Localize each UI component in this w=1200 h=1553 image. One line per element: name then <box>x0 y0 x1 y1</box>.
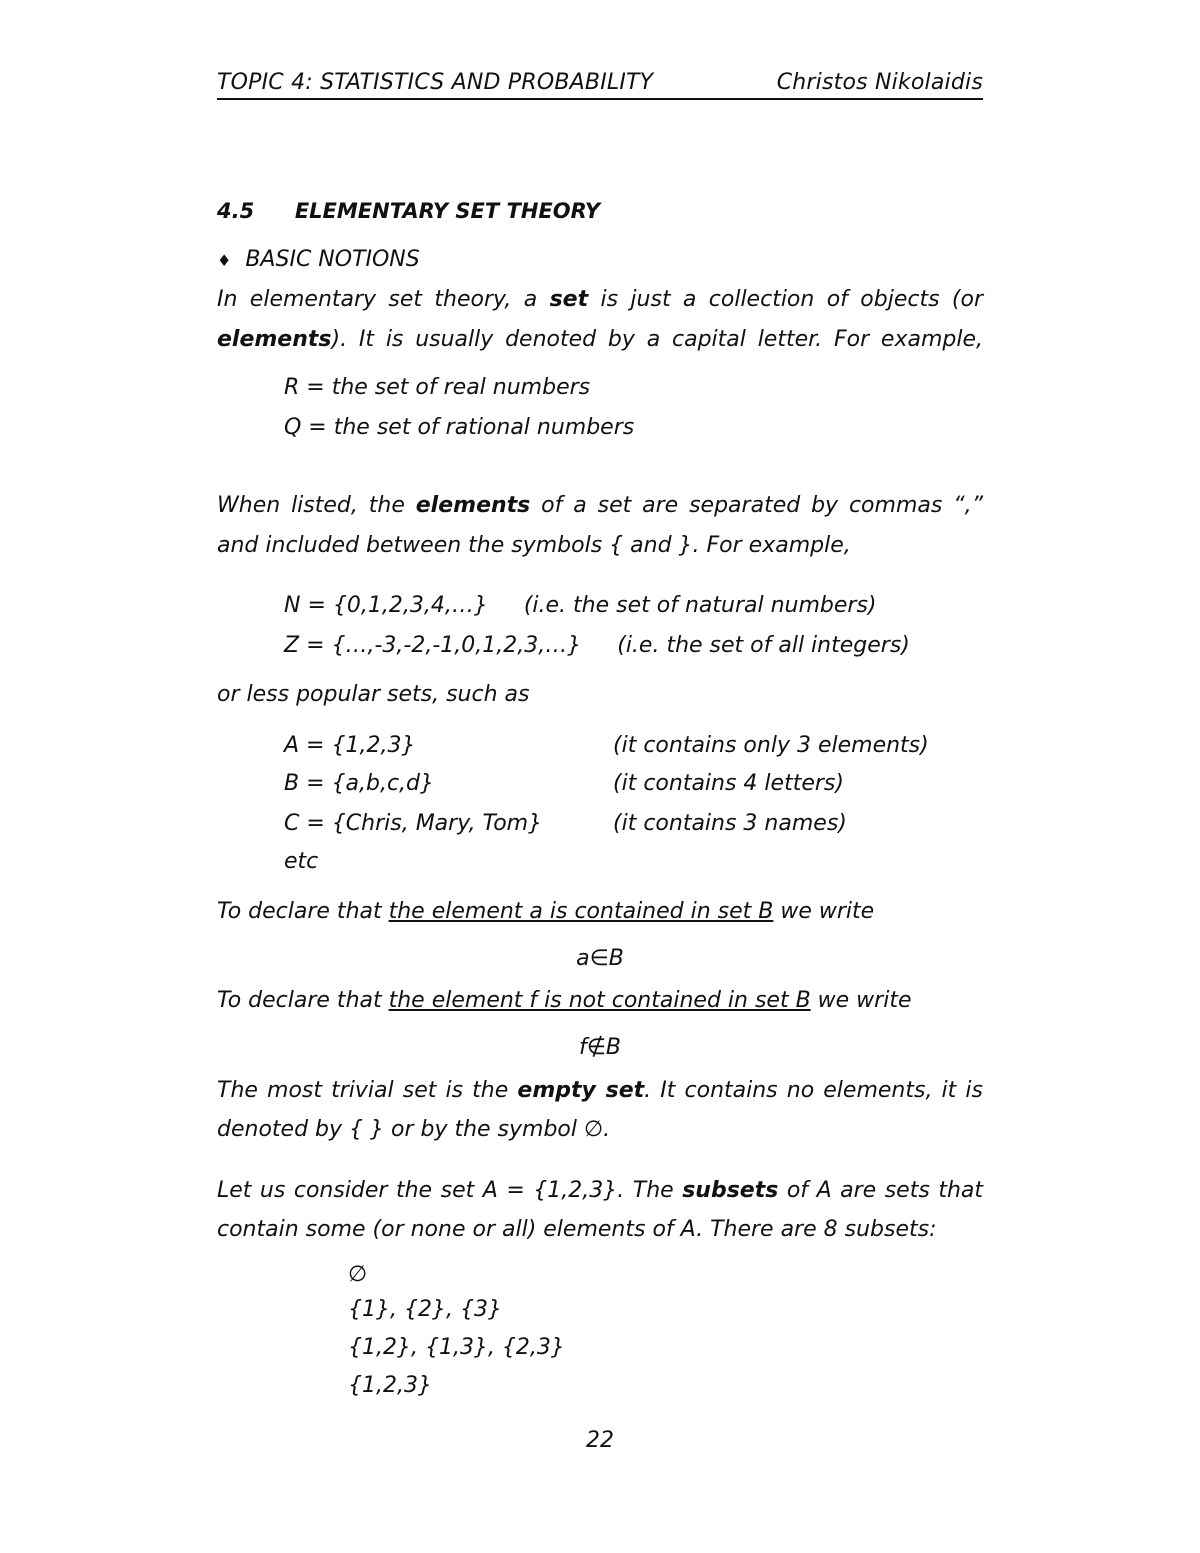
page-header <box>217 66 983 100</box>
example-natural <box>284 591 876 621</box>
header-author: Christos Nikolaidis <box>776 70 983 95</box>
subsection-heading <box>217 245 420 276</box>
term-elements: elements <box>217 327 332 352</box>
example-etc: etc <box>284 849 319 874</box>
subsection-title: BASIC NOTIONS <box>245 247 420 272</box>
subset-list-item: {1}, {2}, {3} <box>348 1297 502 1322</box>
empty-set-line1: The most trivial set is the empty set. It contains no elements, it is <box>217 1078 983 1103</box>
term-elements-2: elements <box>415 493 531 518</box>
subset-list-item: ∅ <box>348 1262 368 1287</box>
set-note: (i.e. the set of natural numbers) <box>523 593 877 618</box>
example-rational: Q = the set of rational numbers <box>284 415 635 440</box>
para1-line1: In elementary set theory, a set is just a collection of objects (or <box>217 287 983 312</box>
example-set-a-note: (it contains only 3 elements) <box>613 733 929 758</box>
para1-line2: elements). It is usually denoted by a capital letter. For example, <box>217 327 983 352</box>
subset-list-item: {1,2,3} <box>348 1373 432 1398</box>
para2-line2: and included between the symbols { and }. For example, <box>217 533 851 558</box>
example-set-b-note: (it contains 4 letters) <box>613 771 844 796</box>
subsets-line1: Let us consider the set A = {1,2,3}. The subsets of A are sets that <box>217 1178 983 1203</box>
term-subsets: subsets <box>682 1178 779 1203</box>
set-note: (i.e. the set of all integers) <box>617 633 910 658</box>
contained-line: To declare that the element a is contained in set B we write <box>217 899 875 924</box>
example-real: R = the set of real numbers <box>284 375 591 400</box>
empty-set-line2: denoted by { } or by the symbol ∅. <box>217 1117 611 1142</box>
section-heading <box>217 196 600 226</box>
section-title: ELEMENTARY SET THEORY <box>294 199 601 223</box>
formula-not-element-of: f∉B <box>578 1035 621 1060</box>
subset-list-item: {1,2}, {1,3}, {2,3} <box>348 1335 565 1360</box>
set-definition: N = {0,1,2,3,4,…} <box>284 593 488 618</box>
para2-line1: When listed, the elements of a set are separated by commas “,” <box>217 493 983 518</box>
page-number: 22 <box>586 1428 614 1453</box>
example-set-c-note: (it contains 3 names) <box>613 811 847 836</box>
subsets-line2: contain some (or none or all) elements of A. There are 8 subsets: <box>217 1217 937 1242</box>
example-integers <box>284 631 910 661</box>
section-number: 4.5 <box>217 199 255 223</box>
contained-statement: the element a is contained in set B <box>388 899 774 924</box>
example-set-a: A = {1,2,3} <box>284 733 416 758</box>
term-set: set <box>549 287 589 312</box>
not-contained-statement: the element f is not contained in set B <box>388 988 811 1013</box>
not-contained-line: To declare that the element f is not contained in set B we write <box>217 988 912 1013</box>
term-empty-set: empty set <box>517 1078 645 1103</box>
header-topic: TOPIC 4: STATISTICS AND PROBABILITY <box>217 70 654 95</box>
diamond-bullet-icon: ♦ <box>217 251 232 270</box>
set-definition: Z = {…,-3,-2,-1,0,1,2,3,…} <box>284 633 582 658</box>
less-popular-line: or less popular sets, such as <box>217 682 530 707</box>
example-set-c: C = {Chris, Mary, Tom} <box>284 811 543 836</box>
formula-element-of: a∈B <box>576 946 624 971</box>
example-set-b: B = {a,b,c,d} <box>284 771 434 796</box>
